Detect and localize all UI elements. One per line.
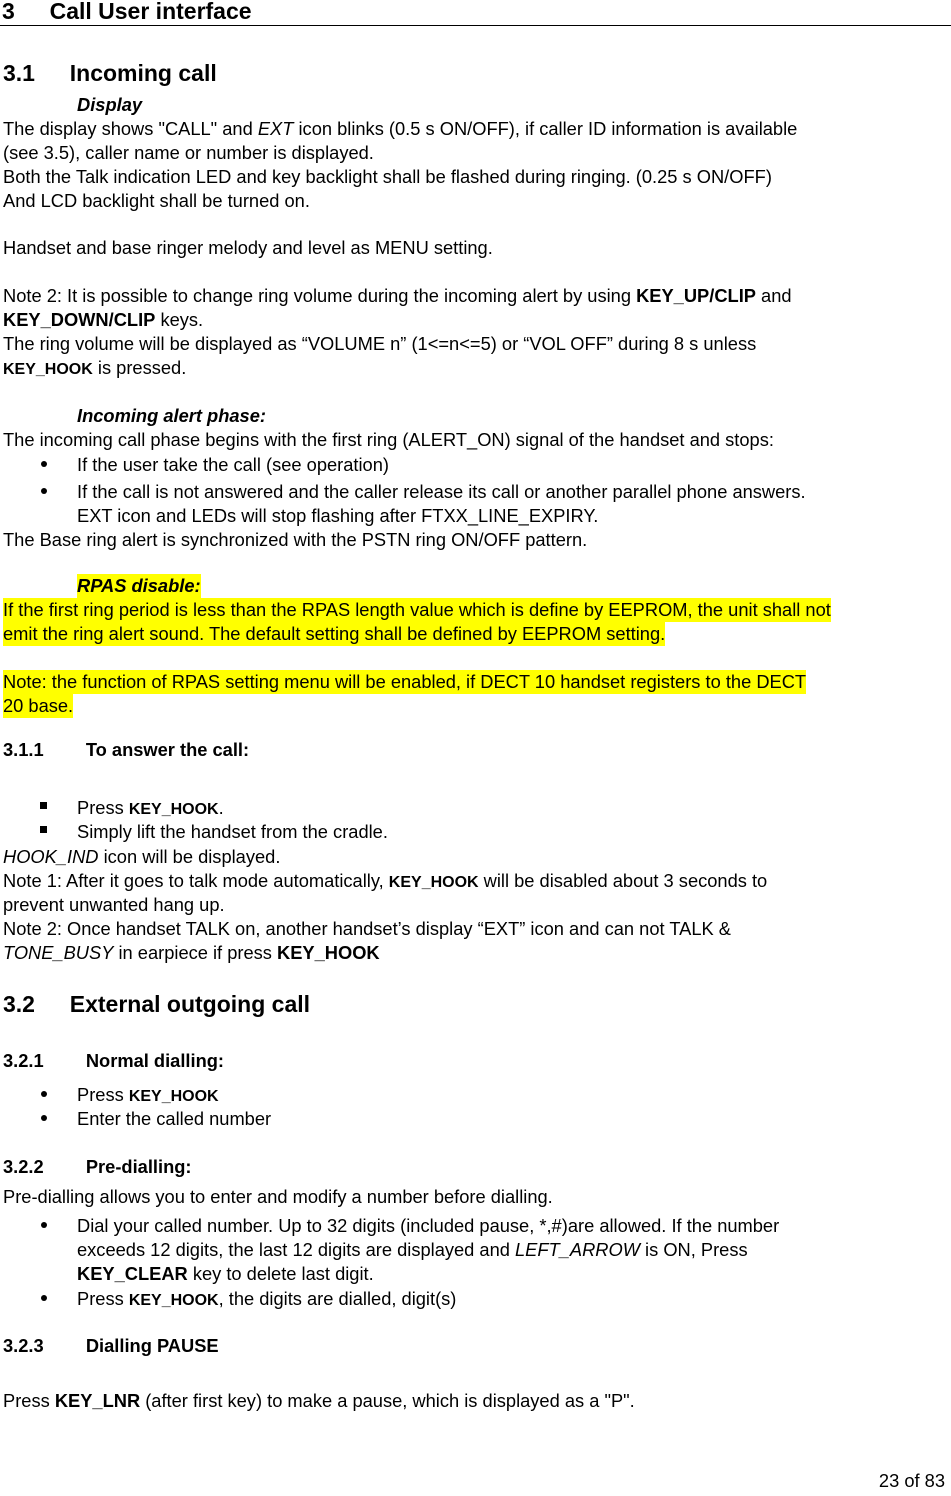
answer-bullet-2: Simply lift the handset from the cradle.	[77, 821, 388, 842]
note2-line-3: The ring volume will be displayed as “VOLUME n” (1<=n<=5) or “VOL OFF” during 8 s unless	[3, 333, 757, 354]
alert-bullet-2-line-2: EXT icon and LEDs will stop flashing after FTXX_LINE_EXPIRY.	[77, 505, 599, 526]
answer-note2-line-1: Note 2: Once handset TALK on, another handset’s display “EXT” icon and can not TALK &	[3, 918, 731, 939]
section-title: Call User interface	[49, 0, 252, 24]
bullet-icon	[41, 1091, 47, 1097]
square-bullet-icon	[40, 826, 47, 833]
bullet-icon	[41, 461, 47, 467]
predial-bullet-1-line-1: Dial your called number. Up to 32 digits (included pause, *,#)are allowed. If the number	[77, 1215, 780, 1236]
note2-line-2: KEY_DOWN/CLIP keys.	[3, 309, 204, 330]
answer-note1-line-1: Note 1: After it goes to talk mode automatically, KEY_HOOK will be disabled about 3 seconds to	[3, 870, 768, 891]
subsection-heading-3-1	[3, 60, 217, 86]
alert-intro: The incoming call phase begins with the first ring (ALERT_ON) signal of the handset and stops:	[3, 429, 774, 450]
display-paragraph-line-4: And LCD backlight shall be turned on.	[3, 190, 310, 211]
bullet-icon	[41, 1115, 47, 1121]
pause-paragraph: Press KEY_LNR (after first key) to make a pause, which is displayed as a "P".	[3, 1390, 635, 1411]
page-number: 23 of 83	[878, 1470, 945, 1491]
answer-bullet-1: Press KEY_HOOK.	[77, 797, 224, 818]
section-number: 3	[2, 0, 15, 24]
subsection-heading-3-2: 3.2 External outgoing call	[3, 991, 311, 1017]
alert-heading: Incoming alert phase:	[77, 405, 266, 426]
heading-rule	[0, 25, 951, 26]
bullet-icon	[41, 488, 47, 494]
rpas-line-1: If the first ring period is less than the RPAS length value which is define by EEPROM, the unit shall not	[3, 599, 831, 620]
square-bullet-icon	[40, 802, 47, 809]
subsection-heading-3-2-2: 3.2.2 Pre-dialling:	[3, 1156, 192, 1177]
dial-bullet-1: Press KEY_HOOK	[77, 1084, 219, 1105]
rpas-line-2: emit the ring alert sound. The default setting shall be defined by EEPROM setting.	[3, 623, 666, 644]
bullet-icon	[41, 1295, 47, 1301]
rpas-note-line-1: Note: the function of RPAS setting menu will be enabled, if DECT 10 handset registers to the DECT	[3, 671, 807, 692]
rpas-heading: RPAS disable:	[77, 575, 201, 596]
subsection-title: Incoming call	[69, 60, 217, 86]
predial-intro: Pre-dialling allows you to enter and modify a number before dialling.	[3, 1186, 553, 1207]
predial-bullet-1-line-2: exceeds 12 digits, the last 12 digits are displayed and LEFT_ARROW is ON, Press	[77, 1239, 748, 1260]
subsection-heading-3-2-1: 3.2.1 Normal dialling:	[3, 1050, 224, 1071]
display-heading: Display	[77, 94, 143, 115]
dial-bullet-2: Enter the called number	[77, 1108, 272, 1129]
bullet-icon	[41, 1222, 47, 1228]
display-paragraph-line-1: The display shows "CALL" and EXT icon blinks (0.5 s ON/OFF), if caller ID information is available	[3, 118, 798, 139]
predial-bullet-2: Press KEY_HOOK, the digits are dialled, digit(s)	[77, 1288, 457, 1309]
note2-line-1: Note 2: It is possible to change ring volume during the incoming alert by using KEY_UP/CLIP and	[3, 285, 792, 306]
alert-bullet-2: If the call is not answered and the caller release its call or another parallel phone answers.	[77, 481, 806, 502]
answer-note1-line-2: prevent unwanted hang up.	[3, 894, 225, 915]
ringer-paragraph: Handset and base ringer melody and level as MENU setting.	[3, 237, 493, 258]
subsection-heading-3-2-3: 3.2.3 Dialling PAUSE	[3, 1335, 219, 1356]
subsection-heading-3-1-1: 3.1.1 To answer the call:	[3, 739, 250, 760]
alert-bullet-1: If the user take the call (see operation)	[77, 454, 389, 475]
predial-bullet-1-line-3: KEY_CLEAR key to delete last digit.	[77, 1263, 374, 1284]
subsection-number: 3.1	[3, 60, 35, 86]
rpas-note-line-2: 20 base.	[3, 695, 74, 716]
section-heading	[2, 0, 252, 24]
answer-note2-line-2: TONE_BUSY in earpiece if press KEY_HOOK	[3, 942, 380, 963]
display-paragraph-line-2: (see 3.5), caller name or number is displayed.	[3, 142, 374, 163]
display-paragraph-line-3: Both the Talk indication LED and key backlight shall be flashed during ringing. (0.25 s ON/OFF)	[3, 166, 772, 187]
hook-ind-line: HOOK_IND icon will be displayed.	[3, 846, 281, 867]
alert-footer: The Base ring alert is synchronized with the PSTN ring ON/OFF pattern.	[3, 529, 588, 550]
note2-line-4: KEY_HOOK is pressed.	[3, 357, 187, 378]
